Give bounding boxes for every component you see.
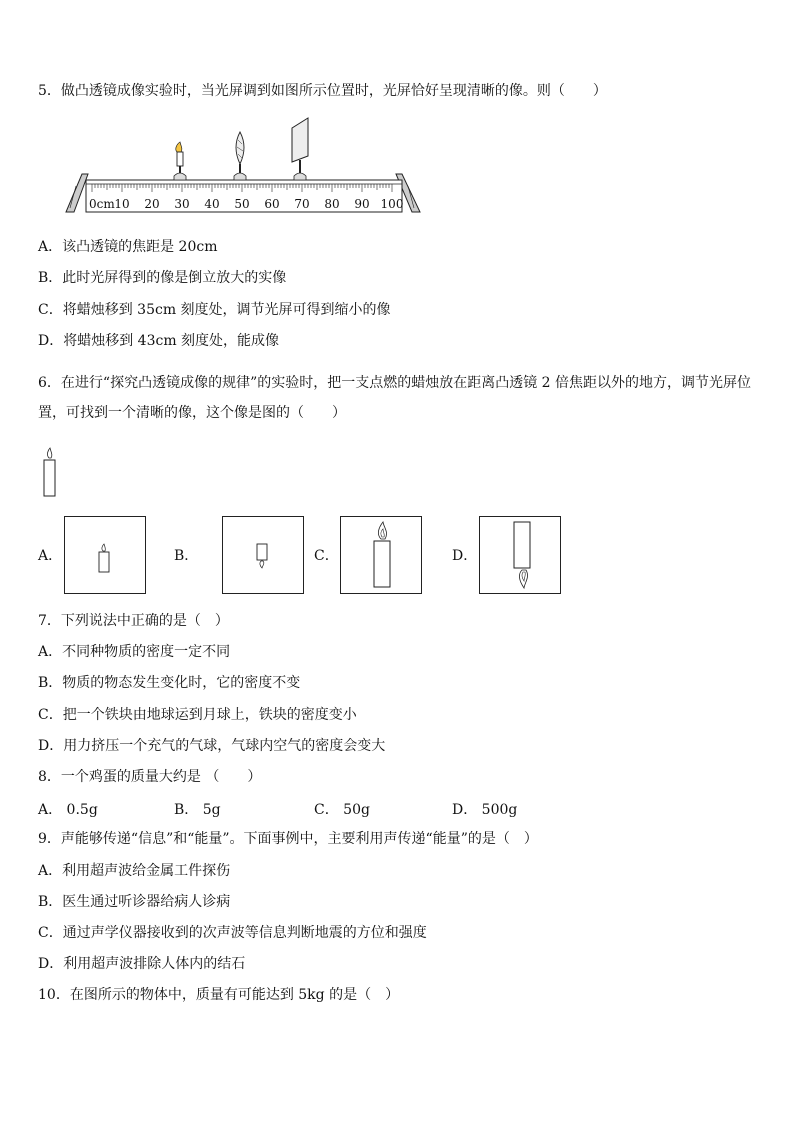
q7-option-a: A．不同种物质的密度一定不同 (38, 644, 231, 660)
q6-choice-d-letter: D． (452, 548, 478, 564)
q9-stem: 9．声能够传递“信息”和“能量”。下面事例中，主要利用声传递“能量”的是（ ） (38, 831, 538, 847)
optical-bench-figure (64, 122, 424, 212)
q5-option-b: B．此时光屏得到的像是倒立放大的实像 (38, 270, 287, 286)
left-support (66, 174, 88, 212)
q6-choice-a-box[interactable] (64, 516, 146, 594)
q6-choice-d-box[interactable] (479, 516, 561, 594)
q9-option-c: C．通过声学仪器接收到的次声波等信息判断地震的方位和强度 (38, 925, 427, 941)
ruler-label: 60 (264, 197, 280, 211)
q6-choice-a-letter: A． (38, 548, 63, 564)
q7-option-c: C．把一个铁块由地球运到月球上，铁块的密度变小 (38, 707, 357, 723)
q6-choice-b-letter: B． (174, 548, 199, 564)
small-inverted-candle-image (223, 517, 303, 593)
q6-choice-b-box[interactable] (222, 516, 304, 594)
q9-option-d: D．利用超声波排除人体内的结石 (38, 956, 246, 972)
q7-option-b: B．物质的物态发生变化时，它的密度不变 (38, 675, 301, 691)
q6-choice-c-box[interactable] (340, 516, 422, 594)
ruler-label: 30 (174, 197, 190, 211)
ruler-label: 90 (354, 197, 370, 211)
light-screen (292, 118, 308, 180)
original-candle-figure (40, 448, 60, 498)
q5-option-c: C．将蜡烛移到 35cm 刻度处，调节光屏可得到缩小的像 (38, 302, 391, 318)
ruler-label: 70 (294, 197, 310, 211)
q9-option-a: A．利用超声波给金属工件探伤 (38, 863, 231, 879)
q5-option-d: D．将蜡烛移到 43cm 刻度处，能成像 (38, 333, 280, 349)
q6-choice-c-letter: C． (314, 548, 339, 564)
ruler-label: 80 (324, 197, 340, 211)
convex-lens (234, 132, 246, 180)
ruler-label: 0cm (89, 197, 115, 211)
q7-option-d: D．用力挤压一个充气的气球，气球内空气的密度会变大 (38, 738, 386, 754)
ruler-label: 100 (380, 197, 404, 211)
q8-stem: 8．一个鸡蛋的质量大约是 （ ） (38, 769, 262, 785)
q5-stem: 5．做凸透镜成像实验时，当光屏调到如图所示位置时，光屏恰好呈现清晰的像。则（ ） (38, 83, 607, 99)
q10-stem: 10．在图所示的物体中，质量有可能达到 5kg 的是（ ） (38, 987, 400, 1003)
ruler-label: 40 (204, 197, 220, 211)
large-upright-candle-image (341, 517, 421, 593)
ruler-label: 50 (234, 197, 250, 211)
q7-stem: 7．下列说法中正确的是（ ） (38, 613, 229, 629)
large-inverted-candle-image (480, 517, 560, 593)
candle-on-bench (174, 142, 186, 180)
ruler-label: 10 (114, 197, 130, 211)
q8-option-a: A． 0.5g (38, 802, 98, 818)
q8-option-b: B． 5g (174, 802, 221, 818)
q8-options-row (38, 799, 758, 817)
ruler-label: 20 (144, 197, 160, 211)
q8-option-c: C． 50g (314, 802, 370, 818)
q9-option-b: B．医生通过听诊器给病人诊病 (38, 894, 231, 910)
small-upright-candle-image (65, 517, 145, 593)
q6-stem-line1: 6．在进行“探究凸透镜成像的规律”的实验时，把一支点燃的蜡烛放在距离凸透镜 2 倍焦距以外的地方，调节光屏位 (38, 375, 752, 391)
q8-option-d: D． 500g (452, 802, 518, 818)
q5-option-a: A．该凸透镜的焦距是 20cm (38, 239, 218, 255)
q6-stem-line2: 置，可找到一个清晰的像，这个像是图的（ ） (38, 405, 346, 421)
